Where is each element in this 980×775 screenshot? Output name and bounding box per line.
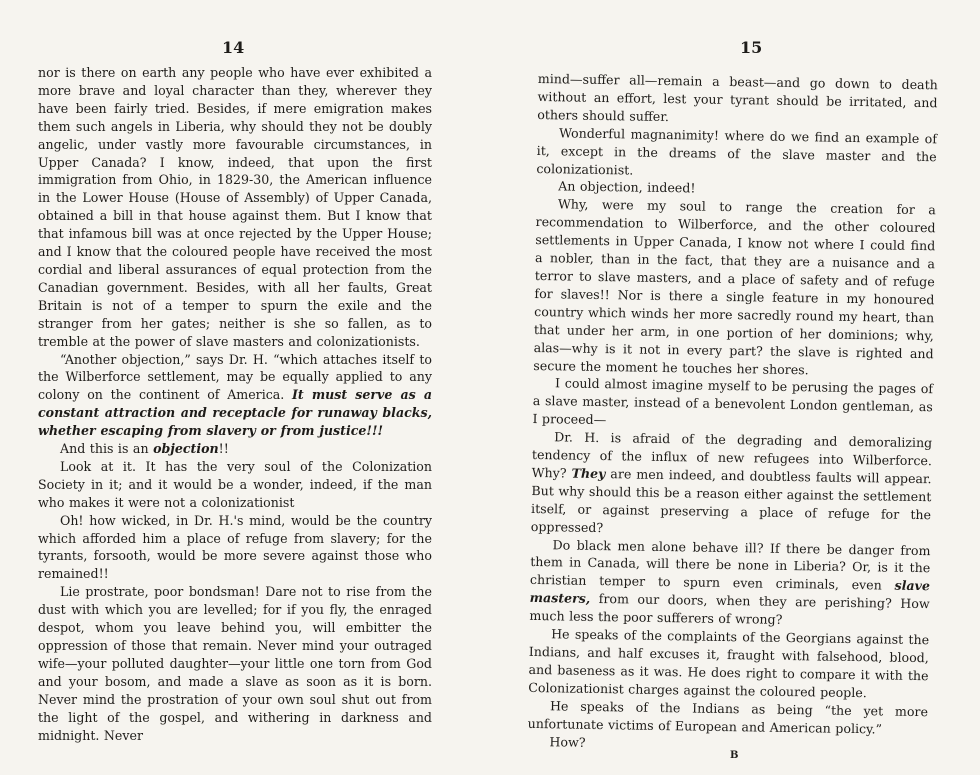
text-run: An objection, indeed! — [558, 178, 696, 196]
page-body — [527, 70, 938, 757]
text-run: Lie prostrate, poor bondsman! Dare not to rise from the dust with which you are levelled; for if you fly, the enraged despot, whom you leave behind you, will embitter the oppression of those that remain. Never mind your outraged wife—your polluted daughter—your little one torn from God and your bosom, and made a slave as soon as it is born. Never mind the prostration of your own soul shut out from the light of the gospel, and withering in darkness and midnight. Never — [38, 584, 432, 743]
text-run: “Another objection,” says Dr. H. “which attaches itself to the Wilberforce settlement, may be equally applied to any colony on the continent of America. — [38, 351, 432, 403]
text-run: And this is an — [60, 441, 154, 457]
text-run: I could almost imagine myself to be perusing the pages of a slave master, instead of a benevolent London gentleman, as I proceed— — [532, 375, 934, 428]
text-run: Why, were my soul to range the creation for a recommendation to Wilberforce, and the other coloured settlements in Upper Canada, I know not where I could find a nobler, than in the fact, that they are a nuisance and a terror to slave masters, and a place of safety and of refuge for slaves!! Nor is there a single feature in my honoured country which winds her more sacredly round my heart, than that under her arm, in one portion of her dominions; why, alas—why is it not in every part? the slave is righted and secure the moment he touches her shores. — [533, 196, 936, 377]
paragraph — [38, 458, 432, 512]
emphasis-text: It must serve as a constant attraction and receptacle for runaway blacks, whether escaping from slavery or from justice!!! — [38, 387, 432, 439]
paragraph — [533, 195, 936, 380]
text-run: nor is there on earth any people who have ever exhibited a more brave and loyal character than they, wherever they have been fairly tried. Besides, if mere emigration makes them such angels in Liberia, why should they not be doubly angelic, under vastly more favourable circumstances, in Upper Canada? I know, indeed, that upon the first immigration from Ohio, in 1829-30, the American influence in the Lower House (House of Assembly) of Upper Canada, obtained a bill in that house against them. But I know that that infamous bill was at once rejected by the Upper House; and I know that the coloured people have received the most cordial and liberal assurances of equal protection from the Canadian government. Besides, with all her faults, Great Britain is not of a temper to spurn the exile and the stranger from her gates; neither is she so fallen, as to tremble at the power of slave masters and colonizationists. — [38, 65, 432, 349]
text-run: Look at it. It has the very soul of the Colonization Society in it; and it would be a wonder, indeed, if the man who makes it were not a colonizationist — [38, 458, 432, 510]
paragraph — [38, 64, 432, 351]
paragraph — [38, 440, 432, 458]
paragraph — [528, 625, 929, 703]
emphasis-text: slave masters, — [529, 578, 931, 607]
paragraph — [536, 124, 937, 184]
text-run: Oh! how wicked, in Dr. H.'s mind, would be the country which afforded him a place of refuge from slavery; for the tyrants, forsooth, would be more severe against those who remained!! — [38, 512, 432, 582]
page-body — [38, 64, 432, 744]
paragraph — [38, 512, 432, 584]
text-run: How? — [549, 733, 586, 750]
text-run: !! — [218, 441, 229, 457]
text-run: Dr. H. is afraid of the degrading and demoralizing tendency of the influx of new refugees into Wilberforce. Why? — [531, 429, 933, 481]
text-run: He speaks of the complaints of the Georgians against the Indians, and half excuses it, fraught with falsehood, blood, and baseness as it was. He does right to compare it with the Colonizationist charges against the coloured people. — [528, 626, 930, 701]
signature-mark: B — [730, 750, 739, 761]
emphasis-text: objection — [153, 441, 219, 457]
paragraph — [531, 428, 933, 542]
emphasis-text: They — [571, 465, 606, 482]
page-number: 15 — [740, 38, 763, 57]
paragraph — [528, 697, 929, 739]
paragraph — [38, 583, 432, 744]
paragraph — [532, 374, 933, 434]
text-run: Wonderful magnanimity! where do we find an example of it, except in the dreams of the slave master and the colonizationist. — [536, 125, 938, 178]
text-run: Do black men alone behave ill? If there be danger from them in Canada, will there be none in Liberia? Or, is it the christian temper to spurn even criminals, even — [529, 536, 931, 594]
paragraph — [38, 351, 432, 441]
text-run: are men indeed, and doubtless faults will appear. But why should this be a reason either against the settlement itself, or against preserving a place of refuge for the oppressed? — [530, 466, 932, 535]
text-run: from our doors, when they are perishing? How much less the poor sufferers of wrong? — [529, 591, 930, 628]
text-run: He speaks of the Indians as being “the yet more unfortunate victims of European and American policy.” — [527, 697, 929, 737]
paragraph — [537, 70, 938, 130]
right-page — [490, 0, 980, 775]
text-run: mind—suffer all—remain a beast—and go down to death without an effort, lest your tyrant should be irritated, and others should suffer. — [537, 70, 938, 124]
page-number: 14 — [222, 38, 245, 57]
paragraph — [529, 536, 930, 632]
